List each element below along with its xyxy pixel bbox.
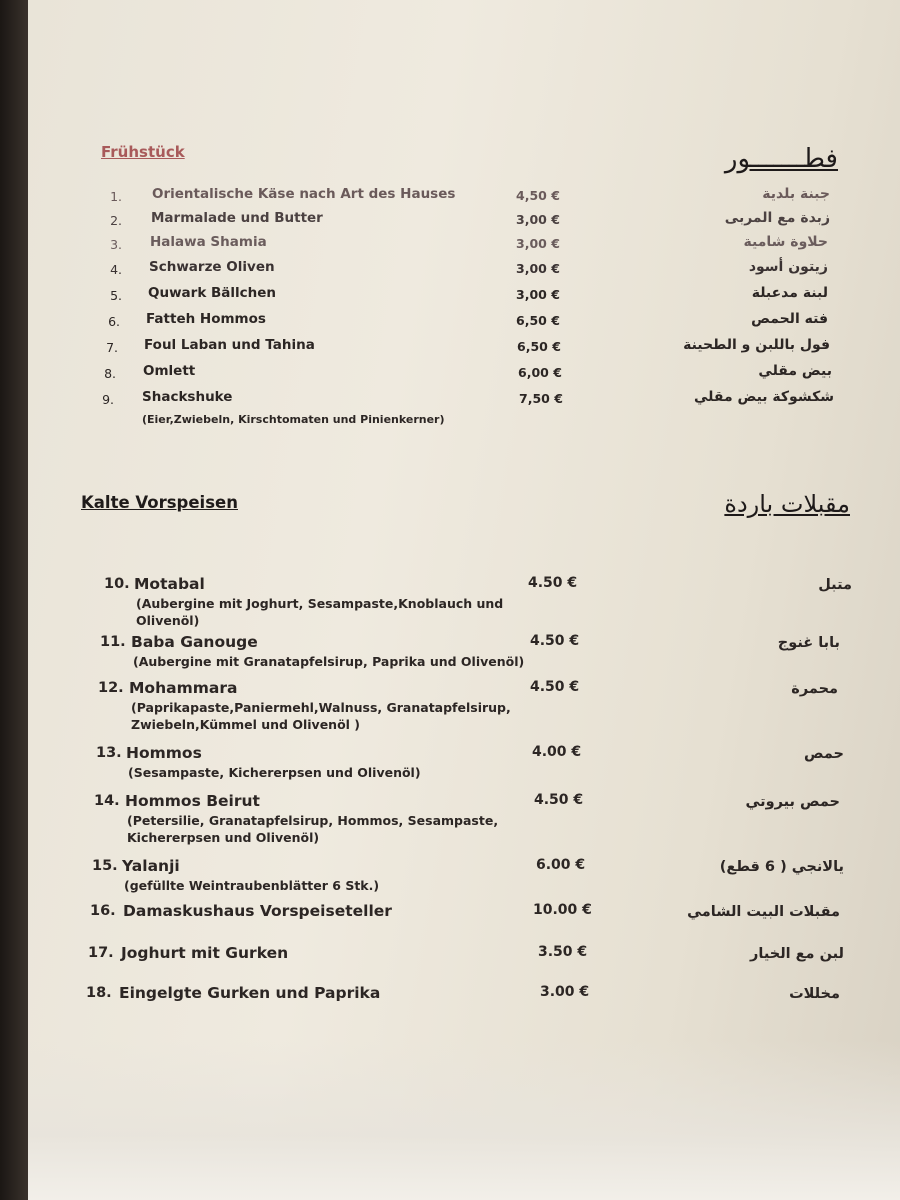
item-description-continued: Zwiebeln,Kümmel und Olivenöl ) (131, 717, 361, 732)
item-number: 9. (102, 392, 114, 407)
item-price: 3,00 € (516, 236, 560, 251)
item-price: 6,00 € (518, 365, 562, 380)
item-price: 6.00 € (536, 857, 586, 873)
item-name: Marmalade und Butter (151, 210, 323, 226)
item-description: (Eier,Zwiebeln, Kirschtomaten und Pinienkerner) (142, 413, 445, 426)
item-number: 2. (110, 213, 122, 228)
item-description: (Paprikapaste,Paniermehl,Walnuss, Granatapfelsirup, (131, 700, 511, 715)
menu-page (28, 0, 900, 1200)
item-price: 10.00 € (533, 902, 592, 918)
item-price: 3,00 € (516, 287, 560, 302)
item-number: 10. (104, 576, 130, 592)
menu-item (28, 259, 900, 283)
breakfast-title-arabic: فطـــــــور (724, 144, 838, 174)
item-name: Baba Ganouge (131, 633, 258, 651)
item-name: Hommos (126, 744, 202, 762)
item-name: Mohammara (129, 679, 238, 697)
item-price: 4.50 € (530, 679, 580, 695)
item-name-arabic: لبنة مدعبلة (751, 285, 828, 301)
item-name: Motabal (134, 575, 205, 593)
item-price: 4.50 € (534, 792, 584, 808)
item-number: 6. (108, 314, 120, 329)
item-price: 6,50 € (517, 339, 561, 354)
item-number: 14. (94, 793, 120, 809)
item-description: (Aubergine mit Granatapfelsirup, Paprika und Olivenöl) (133, 654, 525, 669)
item-name: Damaskushaus Vorspeiseteller (123, 902, 392, 920)
item-number: 8. (104, 366, 116, 381)
item-name-arabic: يالانجي ( 6 قطع) (719, 859, 844, 875)
item-name-arabic: بيض مقلي (758, 363, 832, 379)
menu-item (28, 363, 900, 387)
item-number: 18. (86, 985, 112, 1001)
item-price: 4.50 € (530, 633, 580, 649)
item-name: Quwark Bällchen (148, 285, 277, 301)
item-name-arabic: حمص بيروتي (745, 794, 840, 810)
item-name: Omlett (143, 363, 196, 379)
item-name: Halawa Shamia (150, 234, 267, 250)
item-name: Hommos Beirut (125, 792, 260, 810)
item-number: 5. (110, 288, 122, 303)
item-name: Shackshuke (142, 389, 233, 405)
item-name: Fatteh Hommos (146, 311, 266, 327)
cold-starters-title: Kalte Vorspeisen (81, 493, 238, 512)
item-name-arabic: مخللات (789, 986, 840, 1002)
item-number: 7. (106, 340, 118, 355)
menu-item (28, 285, 900, 309)
item-number: 1. (110, 189, 122, 204)
menu-item (28, 186, 900, 210)
item-number: 16. (90, 903, 116, 919)
item-price: 3.00 € (540, 984, 590, 1000)
item-name-arabic: شكشوكة بيض مقلي (693, 389, 834, 405)
item-name-arabic: فول باللبن و الطحينة (683, 337, 830, 353)
item-price: 3,00 € (516, 212, 560, 227)
item-name-arabic: مقبلات البيت الشامي (687, 904, 840, 920)
item-name-arabic: فته الحمص (751, 311, 828, 327)
item-price: 3,00 € (516, 261, 560, 276)
menu-item (28, 984, 900, 1044)
menu-item (28, 792, 900, 852)
menu-item (28, 234, 900, 258)
item-name: Eingelgte Gurken und Paprika (119, 984, 381, 1002)
item-description: (Aubergine mit Joghurt, Sesampaste,Knoblauch und (136, 596, 504, 611)
item-number: 4. (110, 262, 122, 277)
item-name: Yalanji (122, 857, 180, 875)
breakfast-title: Frühstück (101, 143, 185, 161)
item-name-arabic: حلاوة شامية (743, 234, 828, 250)
item-number: 13. (96, 745, 122, 761)
menu-item (28, 210, 900, 234)
item-price: 7,50 € (519, 391, 563, 406)
item-name-arabic: زيتون أسود (748, 259, 828, 275)
item-name-arabic: متبل (818, 577, 852, 593)
item-name-arabic: محمرة (791, 681, 838, 697)
item-description: (gefüllte Weintraubenblätter 6 Stk.) (124, 878, 380, 893)
item-price: 4.00 € (532, 744, 582, 760)
item-price: 4,50 € (516, 188, 560, 203)
menu-binder-edge (0, 0, 28, 1200)
item-name-arabic: زبدة مع المربى (724, 210, 830, 226)
item-name: Foul Laban und Tahina (144, 337, 315, 353)
item-description: (Sesampaste, Kichererpsen und Olivenöl) (128, 765, 421, 780)
menu-item (28, 337, 900, 361)
item-price: 6,50 € (516, 313, 560, 328)
menu-item (28, 389, 900, 426)
item-name-arabic: حمص (804, 746, 844, 762)
item-name-arabic: لبن مع الخيار (750, 946, 844, 962)
item-number: 11. (100, 634, 126, 650)
item-price: 3.50 € (538, 944, 588, 960)
item-name-arabic: بابا غنوج (777, 635, 840, 651)
cold-starters-title-arabic: مقبلات باردة (724, 490, 850, 518)
menu-item (28, 311, 900, 335)
item-name-arabic: جبنة بلدية (762, 186, 830, 202)
menu-item (28, 575, 900, 635)
menu-item (28, 679, 900, 739)
item-description-continued: Olivenöl) (136, 613, 200, 628)
item-number: 17. (88, 945, 114, 961)
item-name: Orientalische Käse nach Art des Hauses (152, 186, 456, 202)
item-number: 3. (110, 237, 122, 252)
item-description-continued: Kichererpsen und Olivenöl) (127, 830, 320, 845)
item-name: Schwarze Oliven (149, 259, 275, 275)
item-number: 12. (98, 680, 124, 696)
item-name: Joghurt mit Gurken (121, 944, 289, 962)
item-number: 15. (92, 858, 118, 874)
item-description: (Petersilie, Granatapfelsirup, Hommos, Sesampaste, (127, 813, 499, 828)
item-price: 4.50 € (528, 575, 578, 591)
